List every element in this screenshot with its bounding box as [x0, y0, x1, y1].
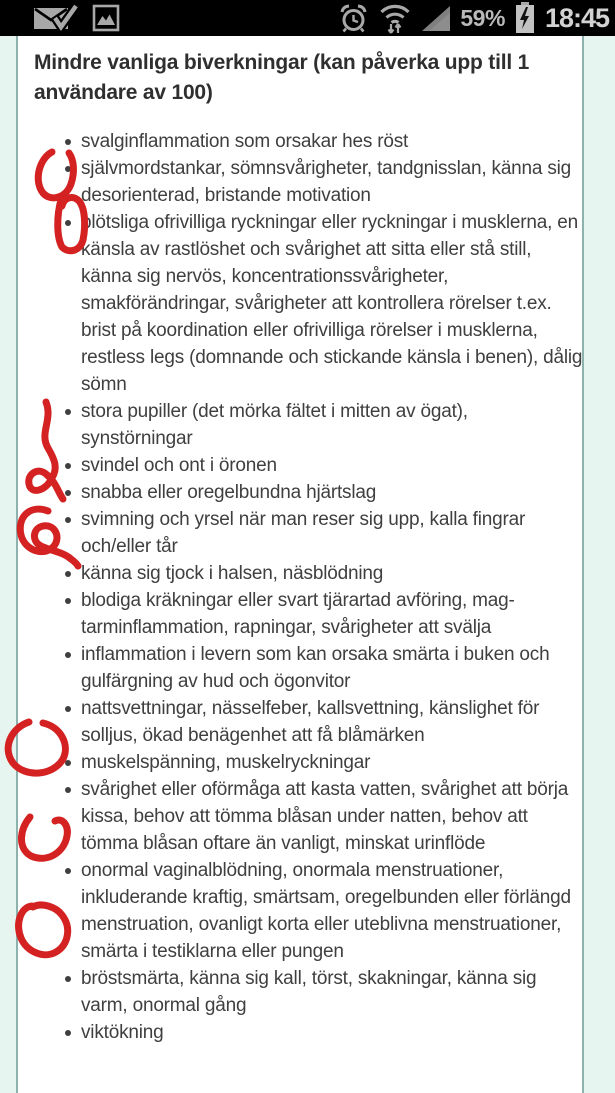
side-effect-item: plötsliga ofrivilliga ryckningar eller ryckningar i musklerna, en känsla av rastlöshet och svårighet att sitta eller stå still, känna sig nervös, koncentrationssvårigheter, smakförändringar, svårigheter att kontrollera rörelser t.ex. brist på koordination eller ofrivilliga rörelser i musklerna, restless legs (domnande och stickande känsla i benen), dålig sömn — [65, 209, 583, 398]
status-bar-notifications — [4, 3, 120, 33]
alarm-icon — [338, 3, 369, 34]
side-effect-item: blodiga kräkningar eller svart tjärartad avföring, mag-tarminflammation, rapningar, svårigheter att svälja — [65, 587, 583, 641]
clock-label: 18:45 — [544, 2, 609, 33]
message-sent-icon — [32, 3, 78, 33]
side-effect-item: snabba eller oregelbundna hjärtslag — [65, 479, 583, 506]
battery-percent-label: 59% — [460, 4, 505, 31]
side-effect-item: svindel och ont i öronen — [65, 452, 583, 479]
side-effect-item: viktökning — [65, 1019, 583, 1046]
side-effect-item: onormal vaginalblödning, onormala menstruationer, inkluderande kraftig, smärtsam, oregelbunden eller förlängd menstruation, ovanligt korta eller uteblivna menstruationer, smärta i testiklarna eller pungen — [65, 857, 583, 965]
side-effect-item: känna sig tjock i halsen, näsblödning — [65, 560, 583, 587]
wifi-data-icon — [378, 2, 412, 35]
signal-strength-icon — [421, 5, 451, 32]
side-effect-item: muskelspänning, muskelryckningar — [65, 749, 583, 776]
battery-charging-icon — [514, 2, 536, 34]
side-effect-item: bröstsmärta, känna sig kall, törst, skakningar, känna sig varm, onormal gång — [65, 965, 583, 1019]
gallery-icon — [92, 4, 120, 32]
side-effect-item: självmordstankar, sömnsvårigheter, tandgnisslan, känna sig desorienterad, bristande motivation — [65, 155, 583, 209]
side-effect-item: nattsvettningar, nässelfeber, kallsvettning, känslighet för solljus, ökad benägenhet att få blåmärken — [65, 695, 583, 749]
side-effect-item: stora pupiller (det mörka fältet i mitten av ögat), synstörningar — [65, 398, 583, 452]
document-page — [16, 36, 584, 1093]
side-effect-item: svalginflammation som orsakar hes röst — [65, 128, 583, 155]
section-heading: Mindre vanliga biverkningar (kan påverka upp till 1 användare av 100) — [34, 51, 530, 104]
side-effect-item: svimning och yrsel när man reser sig upp, kalla fingrar och/eller tår — [65, 506, 583, 560]
status-bar — [0, 0, 615, 36]
side-effect-item: svårighet eller oförmåga att kasta vatten, svårighet att börja kissa, behov att tömma blåsan under natten, behov att tömma blåsan oftare än vanligt, minskat urinflöde — [65, 776, 583, 857]
side-effects-list — [34, 128, 583, 1046]
status-bar-system — [338, 2, 611, 35]
side-effect-item: inflammation i levern som kan orsaka smärta i buken och gulfärgning av hud och ögonvitor — [65, 641, 583, 695]
